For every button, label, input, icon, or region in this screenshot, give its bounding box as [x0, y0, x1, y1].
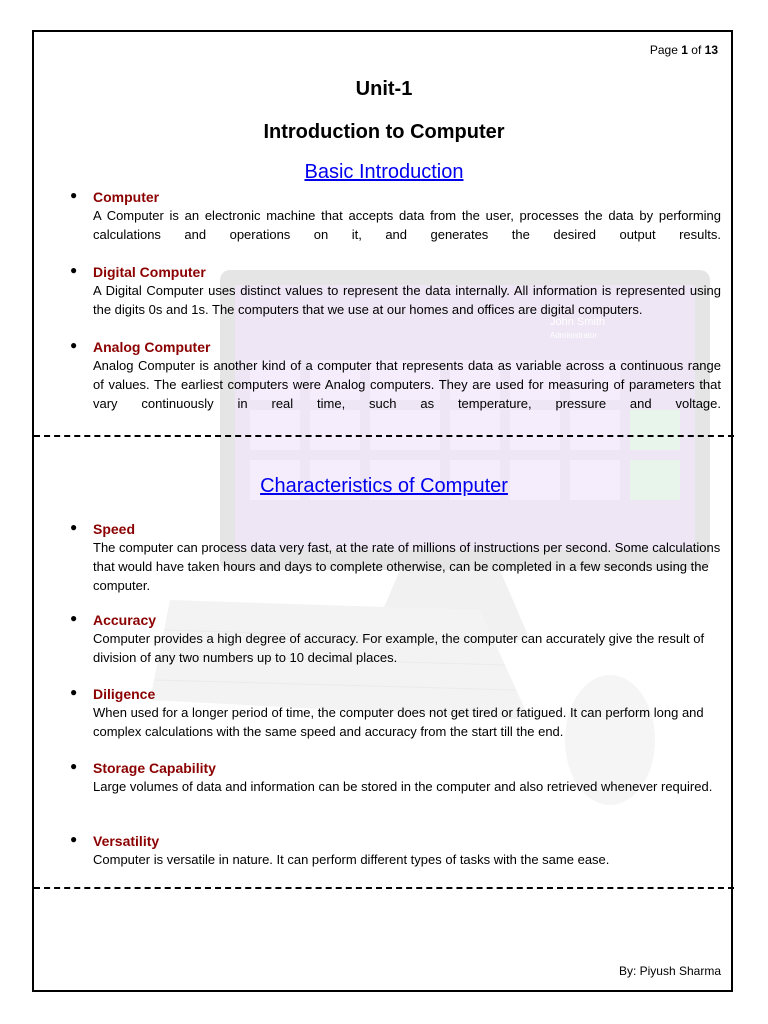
item-description: Computer provides a high degree of accuracy. For example, the computer can accurately give the result of division of any two numbers up to 10 decimal places. [93, 631, 705, 665]
item-description: When used for a longer period of time, the computer does not get tired or fatigued. It can perform long and complex calculations with the same speed and accuracy from the start till the end. [93, 705, 704, 739]
page-of: of [691, 43, 702, 57]
list-item [70, 759, 721, 796]
item-term: Computer [93, 189, 160, 205]
bullet-icon: ● [70, 188, 78, 202]
footer-author: By: Piyush Sharma [618, 964, 721, 978]
section-divider [34, 435, 734, 437]
item-description: Large volumes of data and information can be stored in the computer and also retrieved whenever required. [93, 779, 713, 794]
main-title: Introduction to Computer [263, 121, 505, 143]
item-description: Analog Computer is another kind of a computer that represents data as variable across a continuous range of values. The earliest computers were Analog computers. They are used for measuring of parameters that vary continuously in real time, such as temperature, pressure and voltage. [93, 358, 721, 411]
item-term: Storage Capability [93, 760, 216, 776]
item-term: Versatility [93, 833, 160, 849]
bullet-icon: ● [70, 759, 78, 773]
bullet-icon: ● [70, 520, 78, 534]
watermark-screen-role: Administrator [550, 331, 598, 340]
page-number [650, 43, 718, 57]
list-item [70, 338, 721, 413]
list-item [70, 685, 721, 741]
section-heading-basic-introduction: Basic Introduction [304, 161, 464, 183]
bullet-icon: ● [70, 338, 78, 352]
item-description: Computer is versatile in nature. It can perform different types of tasks with the same ease. [93, 852, 610, 867]
item-description: A Computer is an electronic machine that accepts data from the user, processes the data by performing calculations and operations on it, and generates the desired output results. [93, 208, 721, 242]
unit-title: Unit-1 [355, 78, 413, 100]
page-total: 13 [704, 43, 718, 57]
bullet-icon: ● [70, 611, 78, 625]
item-term: Analog Computer [93, 339, 211, 355]
item-term: Diligence [93, 686, 156, 702]
list-item [70, 188, 721, 244]
item-description: A Digital Computer uses distinct values to represent the data internally. All information is represented using the digits 0s and 1s. The computers that we use at our homes and offices are digital computers. [93, 283, 721, 317]
bullet-icon: ● [70, 263, 78, 277]
bullet-icon: ● [70, 832, 78, 846]
section-heading-characteristics: Characteristics of Computer [260, 475, 508, 497]
item-term: Speed [93, 521, 136, 537]
section-divider [34, 887, 734, 889]
watermark-screen-name: John Smith [550, 316, 606, 328]
list-item [70, 520, 721, 595]
item-term: Accuracy [93, 612, 157, 628]
list-item [70, 832, 721, 869]
list-item [70, 263, 721, 319]
page-label: Page [649, 43, 678, 57]
bullet-icon: ● [70, 685, 78, 699]
page-current: 1 [681, 43, 688, 57]
item-description: The computer can process data very fast, at the rate of millions of instructions per second. Some calculations that would have taken hours and days to complete otherwise, can be completed in a few seconds using the computer. [93, 540, 721, 593]
list-item [70, 611, 721, 667]
item-term: Digital Computer [93, 264, 206, 280]
